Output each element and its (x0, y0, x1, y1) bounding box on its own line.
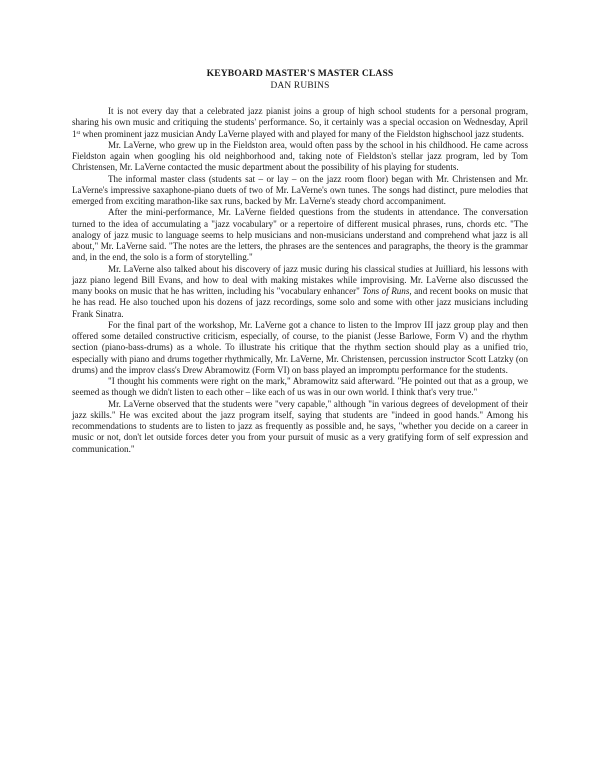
article-title: KEYBOARD MASTER'S MASTER CLASS (206, 68, 394, 79)
paragraph-7: "I thought his comments were right on the mark," Abramowitz said afterward. "He pointed out that as a group, we seemed as though we didn't listen to each other – like each of us was in our own world. I think that's very true." (72, 376, 528, 398)
paragraph-1-text-b: when prominent jazz musician Andy LaVerne played with and played for many of the Fieldston highschool jazz students. (80, 128, 524, 139)
paragraph-5-text-a: Mr. LaVerne also talked about his discovery of jazz music during his classical studies at Juilliard, his lessons with jazz piano legend Bill Evans, and how to deal with making mistakes while improvising. Mr. LaVerne also discussed the many books on music that he has written, including his "vocabulary enhancer" (72, 263, 528, 296)
article-body (72, 106, 528, 455)
ordinal-suffix: st (76, 129, 81, 136)
book-title: Tons of Runs (362, 286, 410, 296)
paragraph-6: For the final part of the workshop, Mr. LaVerne got a chance to listen to the Improv III jazz group play and then offered some detailed constructive criticism, especially, of course, to the pianist (Jesse Barlowe, Form V) and the rhythm section (piano-bass-drums) as a whole. To illustrate his critique that the rhythm section should play as a unified trio, especially with piano and drums together rhythmically, Mr. LaVerne, Mr. Christensen, percussion instructor Scott Latzky (on drums) and the improv class's Drew Abramowitz (Form VI) on bass played an impromptu performance for the students. (72, 319, 528, 375)
paragraph-2: Mr. LaVerne, who grew up in the Fieldston area, would often pass by the school in his childhood. He came across Fieldston again when googling his old neighborhood and, taking note of Fieldston's stellar jazz program, led by Tom Christensen, Mr. LaVerne contacted the music department about the possibility of his playing for students. (72, 139, 528, 173)
paragraph-1 (72, 106, 528, 140)
paragraph-4: After the mini-performance, Mr. LaVerne fielded questions from the students in attendance. The conversation turned to the idea of accumulating a "jazz vocabulary" or a repertoire of different musical phrases, runs, chords etc. "The analogy of jazz music to language seems to help musicians and non-musicians understand and comprehend what jazz is all about," Mr. LaVerne said. "The notes are the letters, the phrases are the sentences and paragraphs, the theory is the grammar and, in the end, the solo is a form of storytelling." (72, 207, 528, 263)
paragraph-5 (72, 264, 528, 320)
document-page (72, 68, 528, 455)
article-author: DAN RUBINS (270, 81, 330, 91)
paragraph-8: Mr. LaVerne observed that the students were "very capable," although "in various degrees of development of their jazz skills." He was excited about the jazz program itself, saying that students are "indeed in good hands." Among his recommendations to students are to listen to jazz as frequently as possible and, he says, "whether you decide on a career in music or not, don't let outside forces deter you from your pursuit of music as a very gratifying form of self expression and communication." (72, 398, 528, 454)
paragraph-1-text-a: It is not every day that a celebrated jazz pianist joins a group of high school students for a personal program, sharing his own music and critiquing the students' performance. So, it certainly was a special occasion on Wednesday, April 1 (72, 106, 528, 139)
paragraph-5-text-b: , and recent books on music that he has read. He also touched upon his dozens of jazz recordings, some solo and some with other jazz musicians including Frank Sinatra. (72, 286, 529, 319)
paragraph-3: The informal master class (students sat – or lay – on the jazz room floor) began with Mr. Christensen and Mr. LaVerne's impressive saxaphone-piano duets of two of Mr. LaVerne's own tunes. The songs had distinct, pure melodies that emerged from exciting marathon-like sax runs, backed by Mr. LaVerne's steady chord accompaniment. (72, 173, 528, 206)
